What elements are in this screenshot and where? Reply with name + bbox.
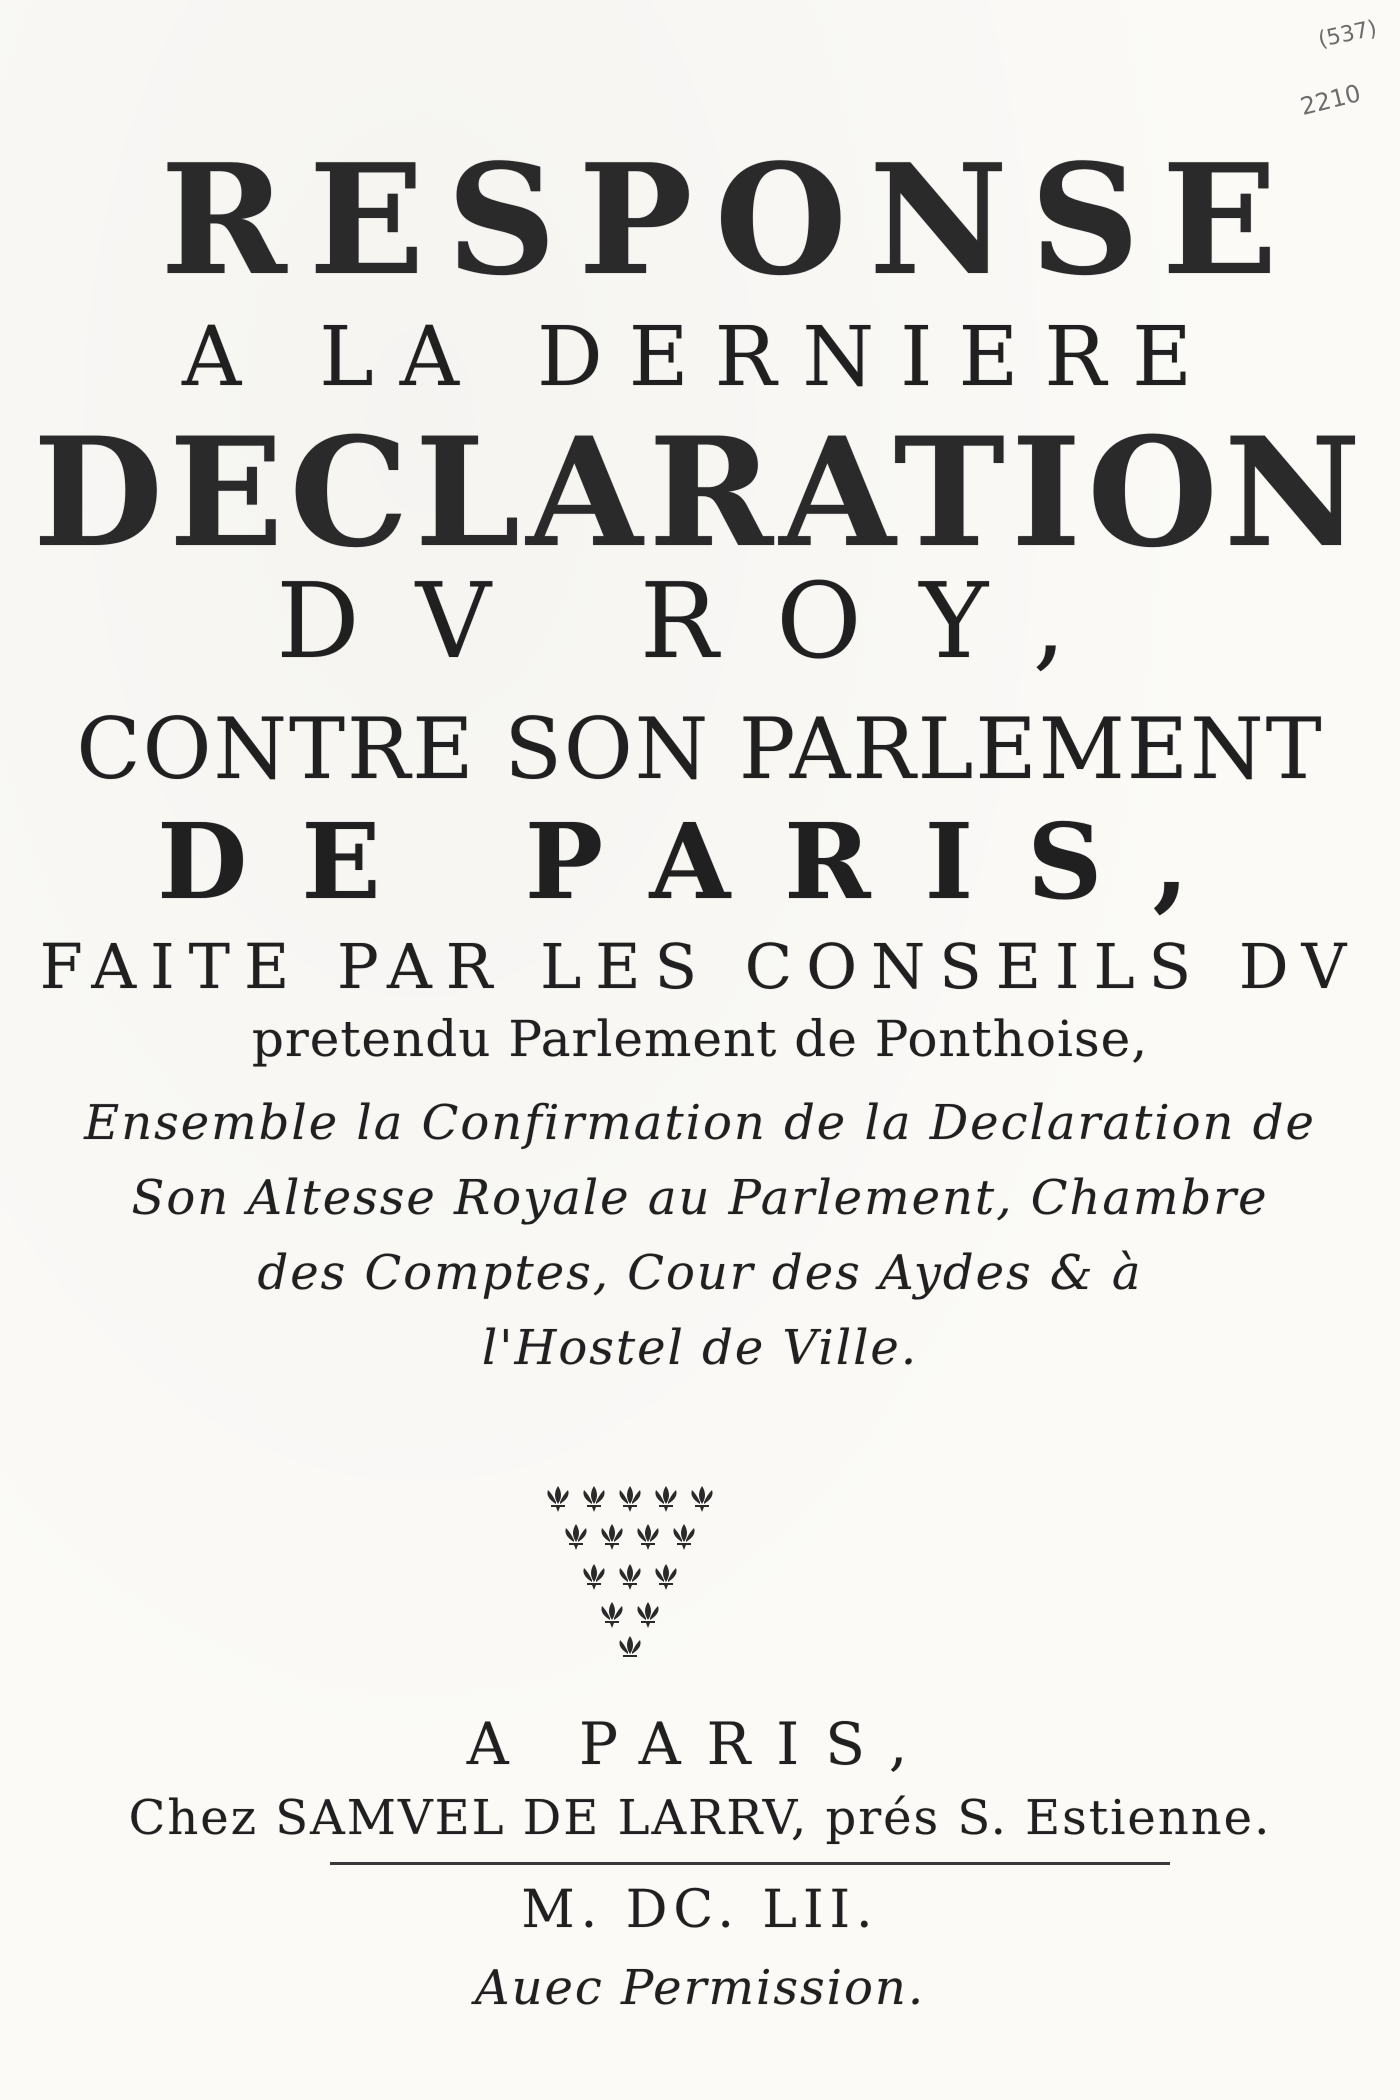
subtitle-line-4: l'Hostel de Ville. — [481, 1320, 919, 1376]
title-response: RESPONSE — [160, 130, 1300, 309]
title-a-la-derniere: A LA DERNIERE — [182, 310, 1218, 405]
title-declaration: DECLARATION — [32, 405, 1368, 581]
shelf-mark: 2210 — [1297, 79, 1364, 121]
imprint-printer: Chez SAMVEL DE LARRV, prés S. Estienne. — [128, 1790, 1272, 1846]
title-pretendu-parlement: pretendu Parlement de Ponthoise, — [251, 1010, 1149, 1068]
title-contre-son-parlement: CONTRE SON PARLEMENT — [76, 700, 1324, 798]
subtitle-line-3: des Comptes, Cour des Aydes & à — [257, 1245, 1143, 1301]
subtitle-line-2: Son Altesse Royale au Parlement, Chambre — [131, 1170, 1269, 1226]
title-du-roy: DV ROY, — [276, 560, 1124, 682]
imprint-place: A PARIS, — [466, 1710, 934, 1778]
fleur-de-lis-ornament-icon — [540, 1480, 720, 1660]
subtitle-line-1: Ensemble la Confirmation de la Declaration de — [84, 1095, 1316, 1151]
catalog-number: (537) — [1316, 16, 1380, 53]
imprint-permission: Auec Permission. — [474, 1960, 926, 2016]
divider-rule — [330, 1862, 1170, 1865]
title-faite-par-les-conseils: FAITE PAR LES CONSEILS DV — [39, 930, 1361, 1003]
imprint-year: M. DC. LII. — [521, 1880, 879, 1940]
title-de-paris: DE PARIS, — [157, 800, 1243, 923]
